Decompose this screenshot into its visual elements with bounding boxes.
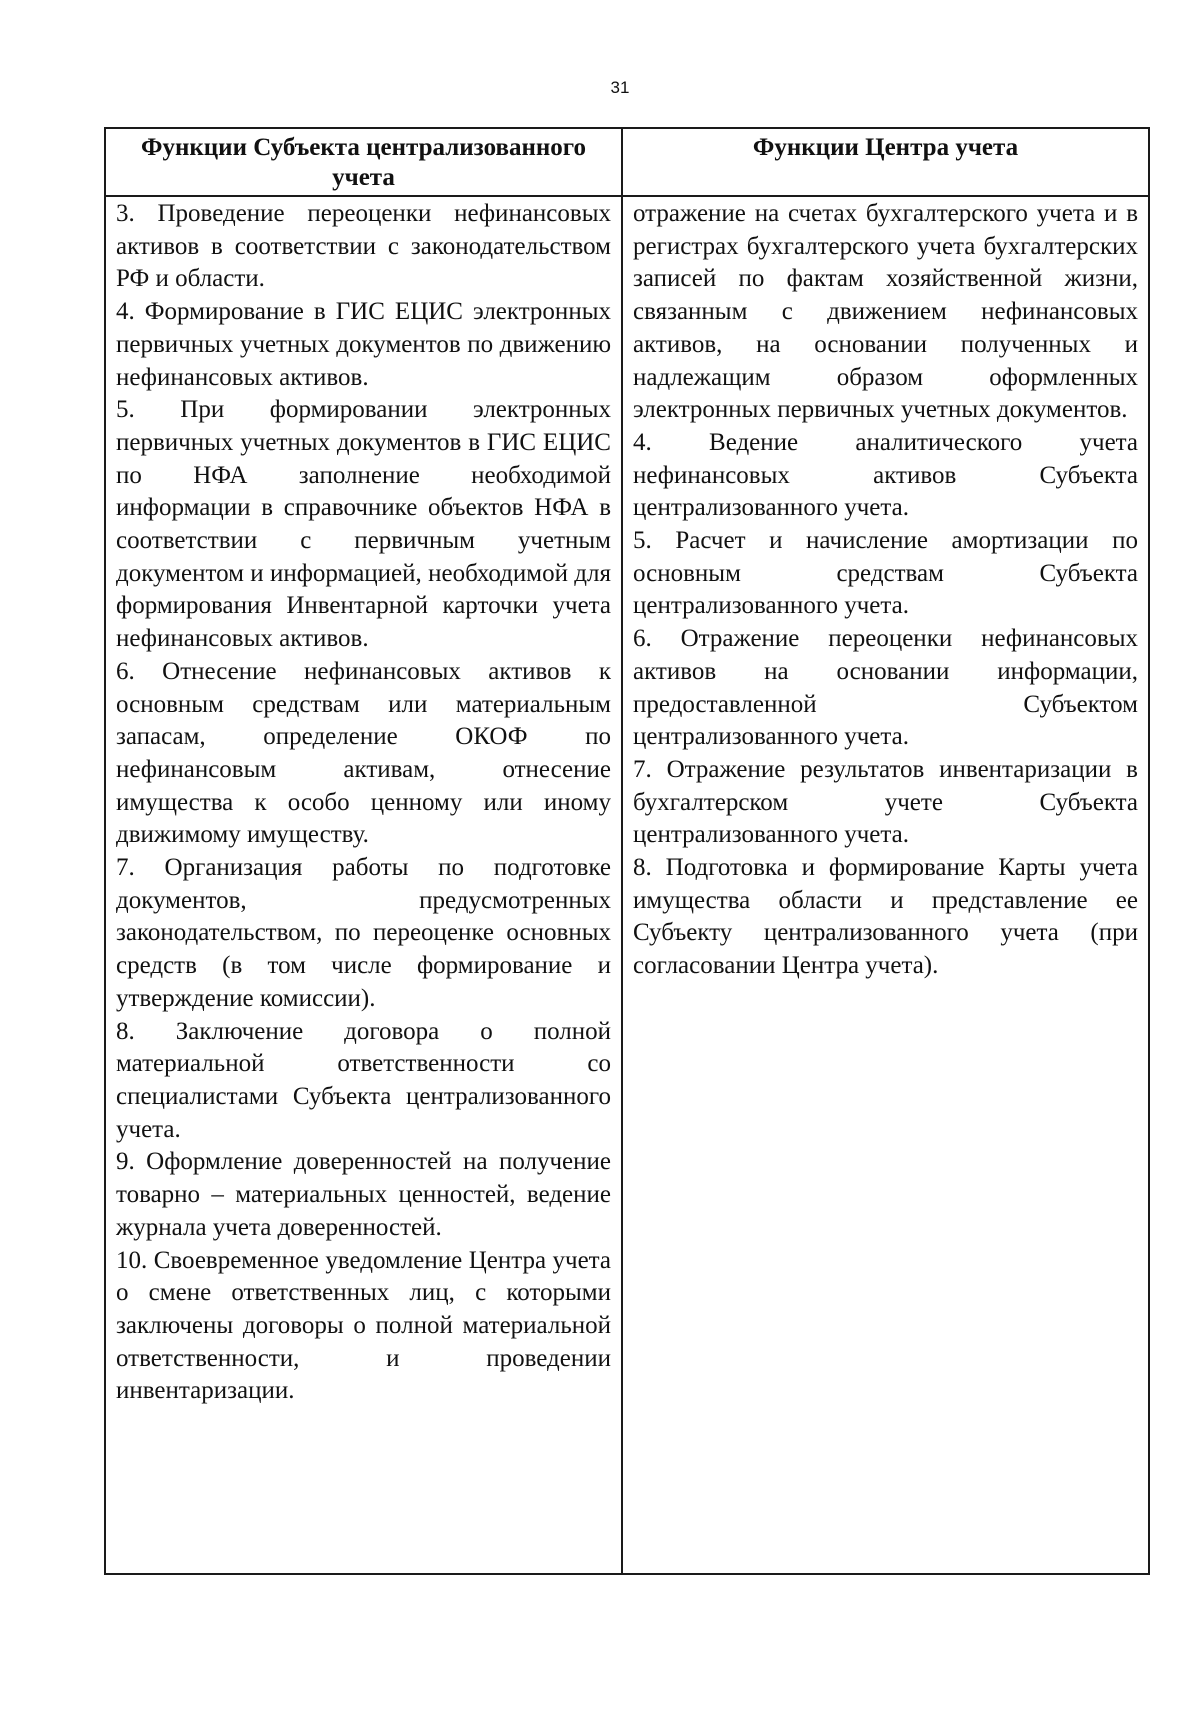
list-item: 6. Отнесение нефинансовых активов к основным средствам или материальным запасам, определение ОКОФ по нефинансовым активам, отнесение имущества к особо ценному или иному движимому имуществу. [116,657,611,849]
list-item: 9. Оформление доверенностей на получение товарно – материальных ценностей, ведение журнала учета доверенностей. [116,1148,611,1241]
page-number: 31 [610,78,630,97]
list-item: 7. Организация работы по подготовке документов, предусмотренных законодательством, по переоценке основных средств (в том числе формирование и утверждение комиссии). [116,854,611,1012]
header-center-functions: Функции Центра учета [622,128,1149,196]
list-item: 5. При формировании электронных первичных учетных документов в ГИС ЕЦИС по НФА заполнение необходимой информации в справочнике объектов НФА в соответствии с первичным учетным документом и информацией, необходимой для формирования Инвентарной карточки учета нефинансовых активов. [116,396,611,653]
list-item: 10. Своевременное уведомление Центра учета о смене ответственных лиц, с которыми заключены договоры о полной материальной ответственности, и проведении инвентаризации. [116,1246,611,1405]
functions-table [104,127,1150,1575]
list-item: 8. Заключение договора о полной материальной ответственности со специалистами Субъекта централизованного учета. [116,1017,611,1143]
list-item: 6. Отражение переоценки нефинансовых активов на основании информации, предоставленной Субъектом централизованного учета. [633,625,1138,751]
table-header-row [105,128,1149,196]
list-item: 8. Подготовка и формирование Карты учета имущества области и представление ее Субъекту централизованного учета (при согласовании Центра учета). [633,854,1138,980]
center-functions-cell [622,196,1149,1574]
subject-functions-cell [105,196,622,1574]
table-row [105,196,1149,1574]
list-item: 7. Отражение результатов инвентаризации в бухгалтерском учете Субъекта централизованного учета. [633,755,1138,849]
header-subject-functions: Функции Субъекта централизованного учета [105,128,622,196]
list-item: 4. Ведение аналитического учета нефинансовых активов Субъекта централизованного учета. [633,428,1138,522]
list-item: 3. Проведение переоценки нефинансовых активов в соответствии с законодательством РФ и области. [116,200,611,293]
list-item: 5. Расчет и начисление амортизации по основным средствам Субъекта централизованного учета. [633,527,1138,620]
list-item: 4. Формирование в ГИС ЕЦИС электронных первичных учетных документов по движению нефинансовых активов. [116,298,611,391]
list-item: отражение на счетах бухгалтерского учета и в регистрах бухгалтерского учета бухгалтерских записей по фактам хозяйственной жизни, связанным с движением нефинансовых активов, на основании полученных и надлежащим образом оформленных электронных первичных учетных документов. [633,200,1138,424]
